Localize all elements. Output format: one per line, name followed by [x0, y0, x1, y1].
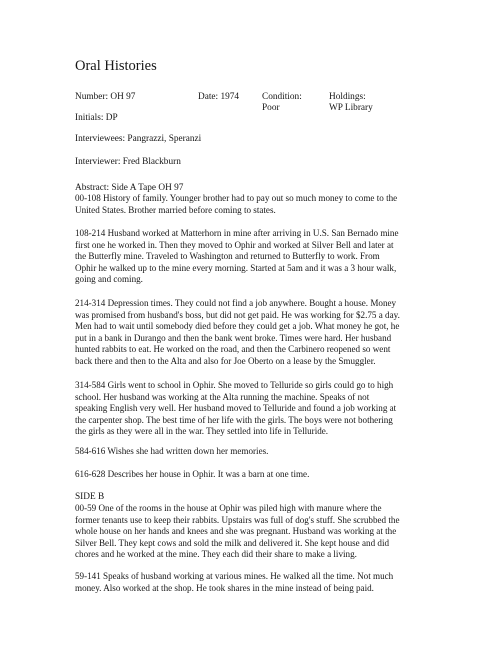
abstract-entry	[75, 380, 396, 438]
abstract-heading: Abstract: Side A Tape OH 97	[75, 183, 184, 193]
abstract-line: 314-584 Girls went to school in Ophir. She moved to Telluride so girls could go to high	[75, 380, 394, 390]
abstract-line: speaking English very well. Her husband moved to Telluride and found a job working at	[75, 403, 397, 414]
abstract-line: the girls as they were all in the war. They settled into life in Telluride.	[75, 426, 329, 437]
holdings-value: WP Library	[329, 103, 373, 113]
abstract-line: United States. Brother married before coming to states.	[75, 204, 276, 215]
number-field: Number: OH 97	[75, 92, 136, 102]
interviewer-field: Interviewer: Fred Blackburn	[75, 157, 181, 167]
abstract-line: going and coming.	[75, 274, 143, 285]
abstract-line: Silver Bell. They kept cows and sold the milk and delivered it. She kept house and did	[75, 537, 390, 548]
abstract-line: first one he worked in. Then they moved to Ophir and worked at Silver Bell and later at	[75, 239, 394, 250]
abstract-line: was promised from husband's boss, but did not get paid. He was working for $2.75 a day.	[75, 309, 400, 320]
abstract-entry	[75, 446, 268, 458]
abstract-line: 00-59 One of the rooms in the house at Ophir was piled high with manure where the	[75, 503, 382, 513]
abstract-entry	[75, 469, 309, 481]
abstract-line: Men had to wait until somebody died before they could get a job. What money he got, he	[75, 321, 400, 332]
abstract-line: back there and then to the Alta and also for Joe Oberto on a lease by the Smuggler.	[75, 355, 376, 366]
abstract-line: 00-108 History of family. Younger brother had to pay out so much money to come to the	[75, 193, 398, 203]
abstract-line: 616-628 Describes her house in Ophir. It was a barn at one time.	[75, 469, 310, 479]
abstract-line: 214-314 Depression times. They could not find a job anywhere. Bought a house. Money	[75, 298, 397, 308]
abstract-entry	[75, 503, 399, 561]
abstract-line: the carpenter shop. The best time of her life with the girls. The boys were not bothering	[75, 414, 393, 425]
initials-field: Initials: DP	[75, 113, 118, 123]
abstract-line: chores and he worked at the mine. They each did their share to make a living.	[75, 549, 357, 560]
abstract-line: money. Also worked at the shop. He took shares in the mine instead of being paid.	[75, 582, 374, 593]
abstract-line: former tenants use to keep their rabbits. Upstairs was full of dog's stuff. She scrubbed the	[75, 514, 400, 525]
condition-value: Poor	[262, 103, 280, 113]
abstract-entry	[75, 298, 400, 368]
abstract-line: put in a bank in Durango and then the bank went broke. Times were hard. Her husband	[75, 332, 392, 343]
abstract-line: Ophir he walked up to the mine every morning. Started at 5am and it was a 3 hour walk,	[75, 262, 397, 273]
abstract-line: the Butterfly mine. Traveled to Washington and returned to Butterfly to work. From	[75, 251, 380, 262]
abstract-line: hunted rabbits to eat. He worked on the road, and then the Carbinero reopened so went	[75, 344, 391, 355]
abstract-entry	[75, 228, 399, 286]
date-field: Date: 1974	[198, 92, 240, 102]
side-b-heading: SIDE B	[75, 492, 105, 502]
abstract-line: 584-616 Wishes she had written down her memories.	[75, 446, 269, 456]
abstract-line: 108-214 Husband worked at Matterhorn in mine after arriving in U.S. San Bernado mine	[75, 228, 399, 238]
holdings-label: Holdings:	[329, 92, 366, 102]
abstract-entry	[75, 193, 397, 216]
abstract-entry	[75, 571, 393, 594]
abstract-line: whole house on her hands and knees and she was pregnant. Husband was working at the	[75, 526, 397, 537]
abstract-line: school. Her husband was working at the Alta running the machine. Speaks of not	[75, 391, 370, 402]
condition-label: Condition:	[262, 92, 302, 102]
document-title: Oral Histories	[75, 58, 157, 74]
interviewees-field: Interviewees: Pangrazzi, Speranzi	[75, 134, 202, 144]
abstract-line: 59-141 Speaks of husband working at various mines. He walked all the time. Not much	[75, 571, 394, 581]
